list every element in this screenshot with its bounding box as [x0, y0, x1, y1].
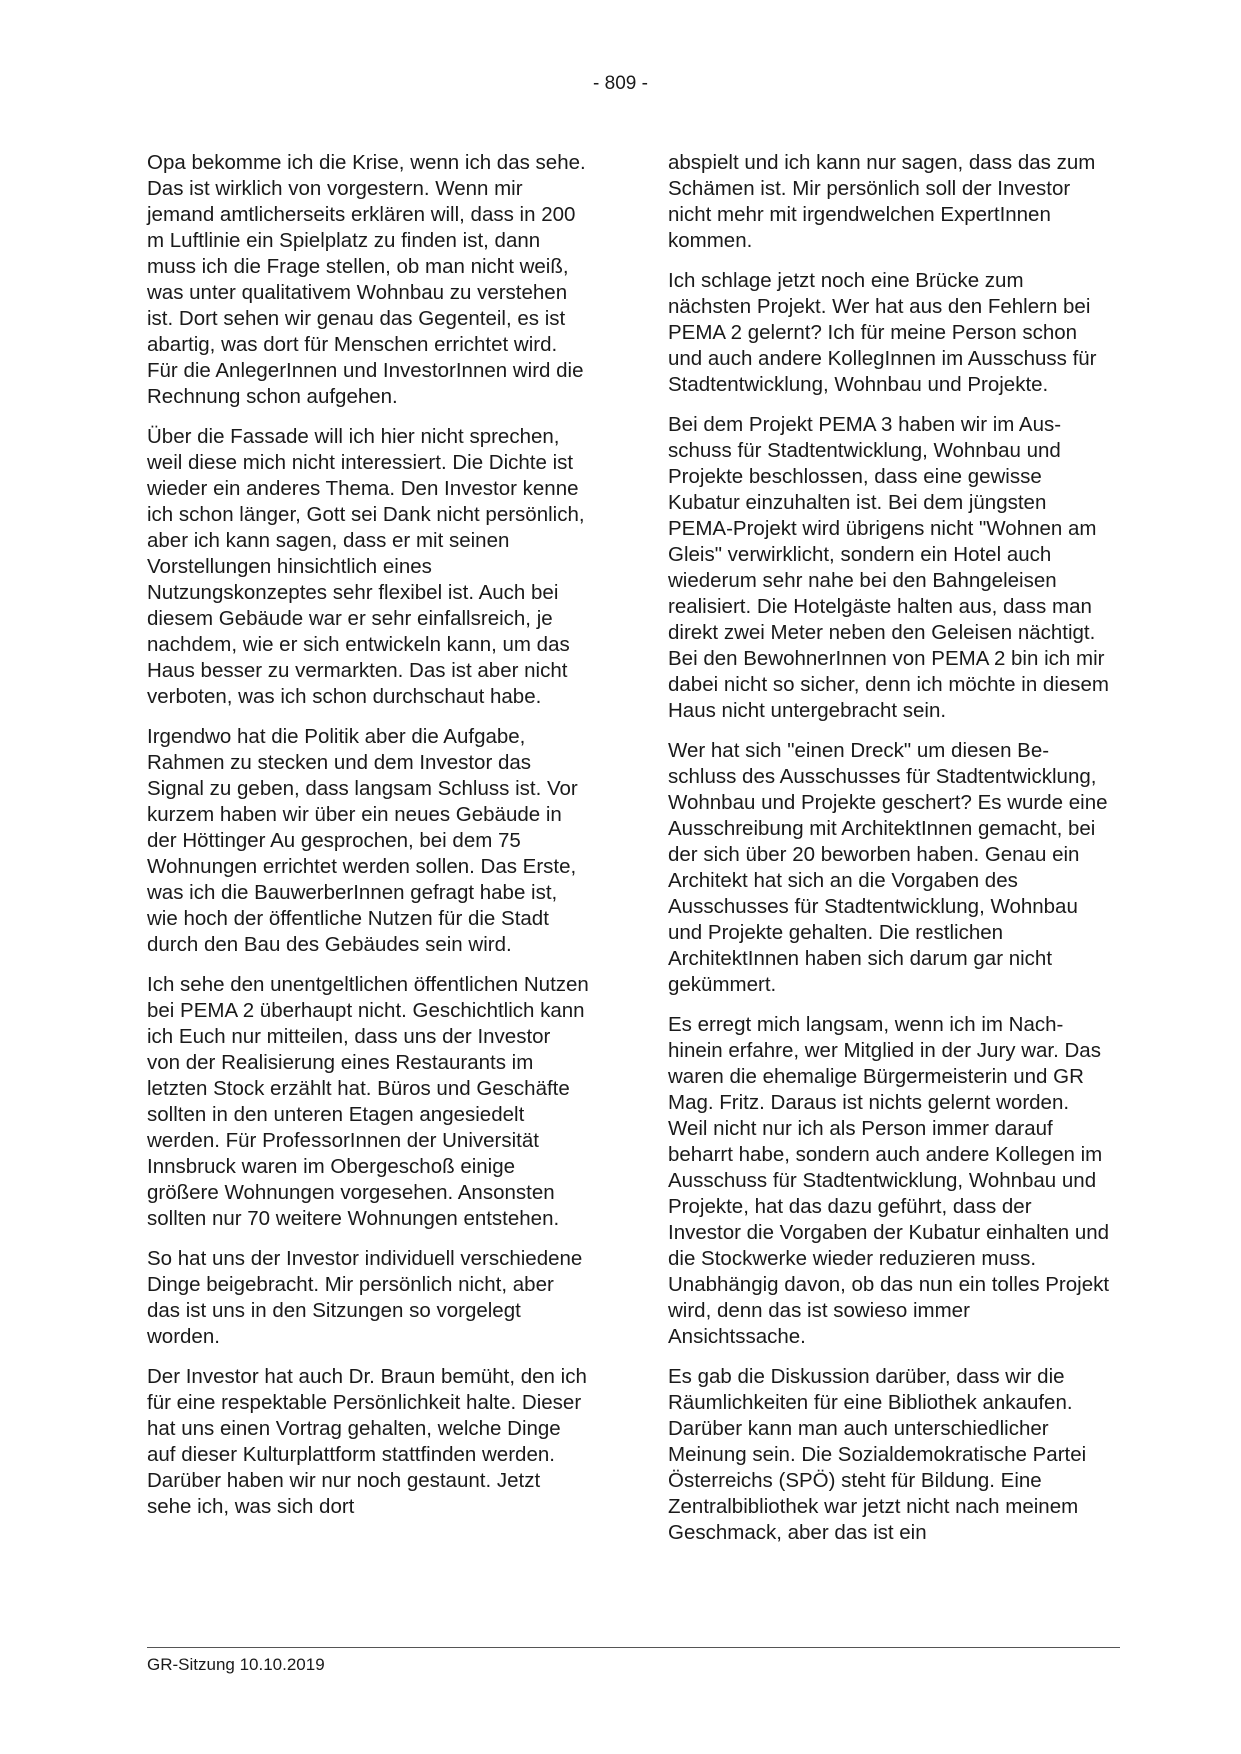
paragraph: Irgendwo hat die Politik aber die Aufgabe, Rahmen zu stecken und dem Investor das Signal zu geben, dass langsam Schluss ist. Vor kurzem haben wir über ein neues Gebäude in der Höttinger Au gesprochen, bei dem 75 Wohnungen errichtet werden sollen. Das Erste, was ich die BauwerberInnen gefragt habe ist, wie hoch der öffentliche Nutzen für die Stadt durch den Bau des Gebäudes sein wird.: [147, 725, 578, 956]
paragraph: Es gab die Diskussion darüber, dass wir die Räumlichkeiten für eine Bibliothek ankaufen. Darüber kann man auch unterschiedlicher Meinung sein. Die Sozialdemokratische Partei Österreichs (SPÖ) steht für Bildung. Eine Zentralbibliothek war jetzt nicht nach meinem Geschmack, aber das ist ein: [668, 1365, 1087, 1544]
footer-session-date: GR-Sitzung 10.10.2019: [147, 1655, 325, 1674]
paragraph: Der Investor hat auch Dr. Braun bemüht, den ich für eine respektable Persönlichkeit halte. Dieser hat uns einen Vortrag gehalten, welche Dinge auf dieser Kulturplattform stattfinden werden. Darüber haben wir nur noch gestaunt. Jetzt sehe ich, was sich dort: [147, 1365, 587, 1518]
right-column: [668, 150, 1110, 1560]
paragraph: So hat uns der Investor individuell verschiedene Dinge beigebracht. Mir persönlich nicht, aber das ist uns in den Sitzungen so vorgelegt worden.: [147, 1247, 583, 1348]
paragraph: Über die Fassade will ich hier nicht sprechen, weil diese mich nicht interessiert. Die Dichte ist wieder ein anderes Thema. Den Investor kenne ich schon länger, Gott sei Dank nicht persönlich, aber ich kann sagen, dass er mit seinen Vorstellungen hinsichtlich eines Nutzungskonzeptes sehr flexibel ist. Auch bei diesem Gebäude war er sehr einfallsreich, je nachdem, wie er sich entwickeln kann, um das Haus besser zu vermarkten. Das ist aber nicht verboten, was ich schon durchschaut habe.: [147, 425, 585, 708]
page-number: - 809 -: [593, 73, 648, 94]
paragraph: Ich schlage jetzt noch eine Brücke zum nächsten Projekt. Wer hat aus den Fehlern bei PEMA 2 gelernt? Ich für meine Person schon und auch andere KollegInnen im Ausschuss für Stadtentwicklung, Wohnbau und Projekte.: [668, 269, 1097, 396]
left-column: [147, 150, 589, 1534]
footer-divider: [147, 1647, 1120, 1648]
paragraph: Opa bekomme ich die Krise, wenn ich das sehe. Das ist wirklich von vorgestern. Wenn mir jemand amtlicherseits erklären will, dass in 200 m Luftlinie ein Spielplatz zu finden ist, dann muss ich die Frage stellen, ob man nicht weiß, was unter qualitativem Wohnbau zu verstehen ist. Dort sehen wir genau das Gegenteil, es ist abartig, was dort für Menschen errichtet wird. Für die AnlegerInnen und InvestorInnen wird die Rechnung schon aufgehen.: [147, 151, 586, 408]
paragraph: Ich sehe den unentgeltlichen öffentlichen Nutzen bei PEMA 2 überhaupt nicht. Geschichtlich kann ich Euch nur mitteilen, dass uns der Investor von der Realisierung eines Restaurants im letzten Stock erzählt hat. Büros und Geschäfte sollten in den unteren Etagen angesiedelt werden. Für ProfessorInnen der Universität Innsbruck waren im Obergeschoß einige größere Wohnungen vorgesehen. Ansonsten sollten nur 70 weitere Wohnungen entstehen.: [147, 973, 589, 1230]
paragraph: abspielt und ich kann nur sagen, dass das zum Schämen ist. Mir persönlich soll der Investor nicht mehr mit irgendwelchen ExpertInnen kommen.: [668, 151, 1096, 252]
paragraph: Es erregt mich langsam, wenn ich im Nachhinein erfahre, wer Mitglied in der Jury war. Das waren die ehemalige Bürgermeisterin und GR Mag. Fritz. Daraus ist nichts gelernt worden. Weil nicht nur ich als Person immer darauf beharrt habe, sondern auch andere Kollegen im Ausschuss für Stadtentwicklung, Wohnbau und Projekte, hat das dazu geführt, dass der Investor die Vorgaben der Kubatur einhalten und die Stockwerke wieder reduzieren muss. Unabhängig davon, ob das nun ein tolles Projekt wird, denn das ist sowieso immer Ansichtssache.: [668, 1013, 1110, 1348]
paragraph: Bei dem Projekt PEMA 3 haben wir im Ausschuss für Stadtentwicklung, Wohnbau und Projekte beschlossen, dass eine gewisse Kubatur einzuhalten ist. Bei dem jüngsten PEMA-Projekt wird übrigens nicht "Wohnen am Gleis" verwirklicht, sondern ein Hotel auch wiederum sehr nahe bei den Bahngeleisen realisiert. Die Hotelgäste halten aus, dass man direkt zwei Meter neben den Geleisen nächtigt. Bei den BewohnerInnen von PEMA 2 bin ich mir dabei nicht so sicher, denn ich möchte in diesem Haus nicht untergebracht sein.: [668, 413, 1110, 722]
paragraph: Wer hat sich "einen Dreck" um diesen Beschluss des Ausschusses für Stadtentwicklung, Wohnbau und Projekte geschert? Es wurde eine Ausschreibung mit ArchitektInnen gemacht, bei der sich über 20 beworben haben. Genau ein Architekt hat sich an die Vorgaben des Ausschusses für Stadtentwicklung, Wohnbau und Projekte gehalten. Die restlichen ArchitektInnen haben sich darum gar nicht gekümmert.: [668, 739, 1108, 996]
